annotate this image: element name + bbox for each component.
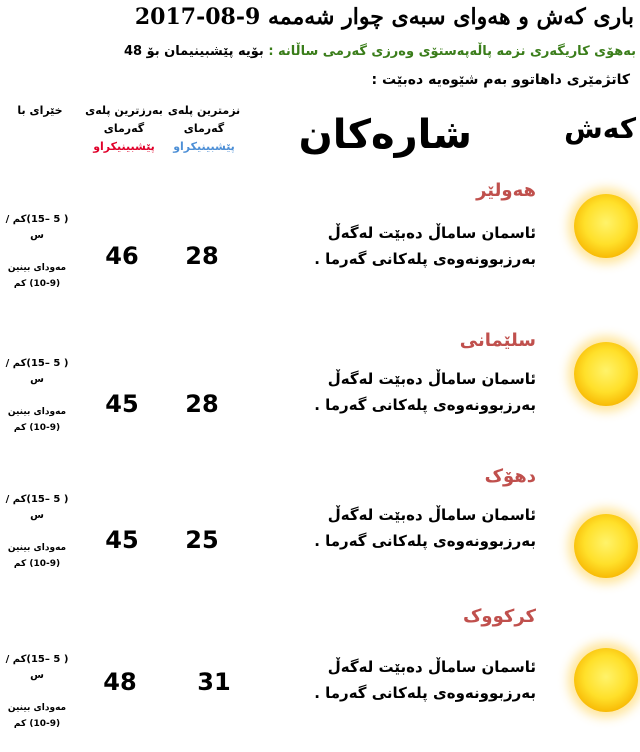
visibility-range: (10-9) کم — [13, 423, 61, 433]
min-temp: 28 — [185, 242, 219, 270]
wind-speed: ( 5 –15)کم /س — [5, 494, 69, 521]
description-line1: ئاسمان ساماڵ دەبێت لەگەڵ — [327, 224, 536, 242]
city-name: دهۆک — [484, 466, 536, 487]
max-temp: 46 — [105, 242, 139, 270]
visibility-label: مەودای بینین — [7, 543, 67, 553]
subtitle-hours: 48 — [123, 44, 143, 59]
sun-icon — [574, 514, 638, 578]
visibility-range: (10-9) کم — [13, 279, 61, 289]
max-temp-header-line1: بەرزترین پلەی — [85, 104, 163, 117]
wind-info — [2, 492, 72, 572]
sun-icon — [574, 342, 638, 406]
description-line1: ئاسمان ساماڵ دەبێت لەگەڵ — [327, 658, 536, 676]
wind-speed: ( 5 –15)کم /س — [5, 214, 69, 241]
forecast-note: کاتژمێری داهاتوو بەم شێوەیە دەبێت : — [371, 72, 630, 88]
description-line2: بەرزبوونەوەی پلەکانی گەرما . — [314, 396, 536, 414]
weather-column-header: کەش — [564, 112, 636, 145]
description-line2: بەرزبوونەوەی پلەکانی گەرما . — [314, 532, 536, 550]
wind-info — [2, 212, 72, 292]
min-temp-header-line1: نزمترین پلەی — [167, 104, 241, 117]
min-temp-forecast-label: پێشبینیکراو — [173, 140, 235, 153]
description-line1: ئاسمان ساماڵ دەبێت لەگەڵ — [327, 506, 536, 524]
visibility-range: (10-9) کم — [13, 559, 61, 569]
weather-description — [314, 502, 536, 554]
max-temp: 48 — [103, 668, 137, 696]
city-name: سلێمانی — [459, 330, 536, 351]
max-temp-header-line2: گەرمای — [103, 122, 145, 135]
visibility-label: مەودای بینین — [7, 703, 67, 713]
visibility-label: مەودای بینین — [7, 263, 67, 273]
max-temp-forecast-label: پێشبینیکراو — [93, 140, 155, 153]
city-name: کرکووک — [462, 606, 536, 627]
city-name: هەولێر — [476, 180, 536, 201]
sun-icon — [574, 648, 638, 712]
weather-description — [314, 654, 536, 706]
subtitle-reason: بەهۆی کاریگەری نزمە پاڵەپەستۆی وەرزی گەرمی ساڵانە : — [268, 44, 636, 59]
min-temp-header — [166, 102, 242, 156]
min-temp: 25 — [185, 526, 219, 554]
min-temp: 31 — [197, 668, 231, 696]
page-title: باری کەش و هەوای سبەی چوار شەممە 9-08-2017 — [134, 4, 634, 30]
wind-speed: ( 5 –15)کم /س — [5, 358, 69, 385]
description-line2: بەرزبوونەوەی پلەکانی گەرما . — [314, 684, 536, 702]
subtitle-forecast: بۆیە پێشبینیمان بۆ — [146, 44, 264, 59]
description-line2: بەرزبوونەوەی پلەکانی گەرما . — [314, 250, 536, 268]
min-temp-header-line2: گەرمای — [183, 122, 225, 135]
max-temp: 45 — [105, 526, 139, 554]
weather-description — [314, 220, 536, 272]
max-temp-header — [82, 102, 166, 156]
visibility-label: مەودای بینین — [7, 407, 67, 417]
max-temp: 45 — [105, 390, 139, 418]
description-line1: ئاسمان ساماڵ دەبێت لەگەڵ — [327, 370, 536, 388]
cities-column-header: شارەکان — [298, 112, 472, 158]
wind-header: خێرای با — [17, 104, 63, 117]
wind-speed: ( 5 –15)کم /س — [5, 654, 69, 681]
subtitle — [6, 44, 636, 59]
weather-description — [314, 366, 536, 418]
min-temp: 28 — [185, 390, 219, 418]
visibility-range: (10-9) کم — [13, 719, 61, 729]
wind-info — [2, 652, 72, 732]
wind-info — [2, 356, 72, 436]
sun-icon — [574, 194, 638, 258]
